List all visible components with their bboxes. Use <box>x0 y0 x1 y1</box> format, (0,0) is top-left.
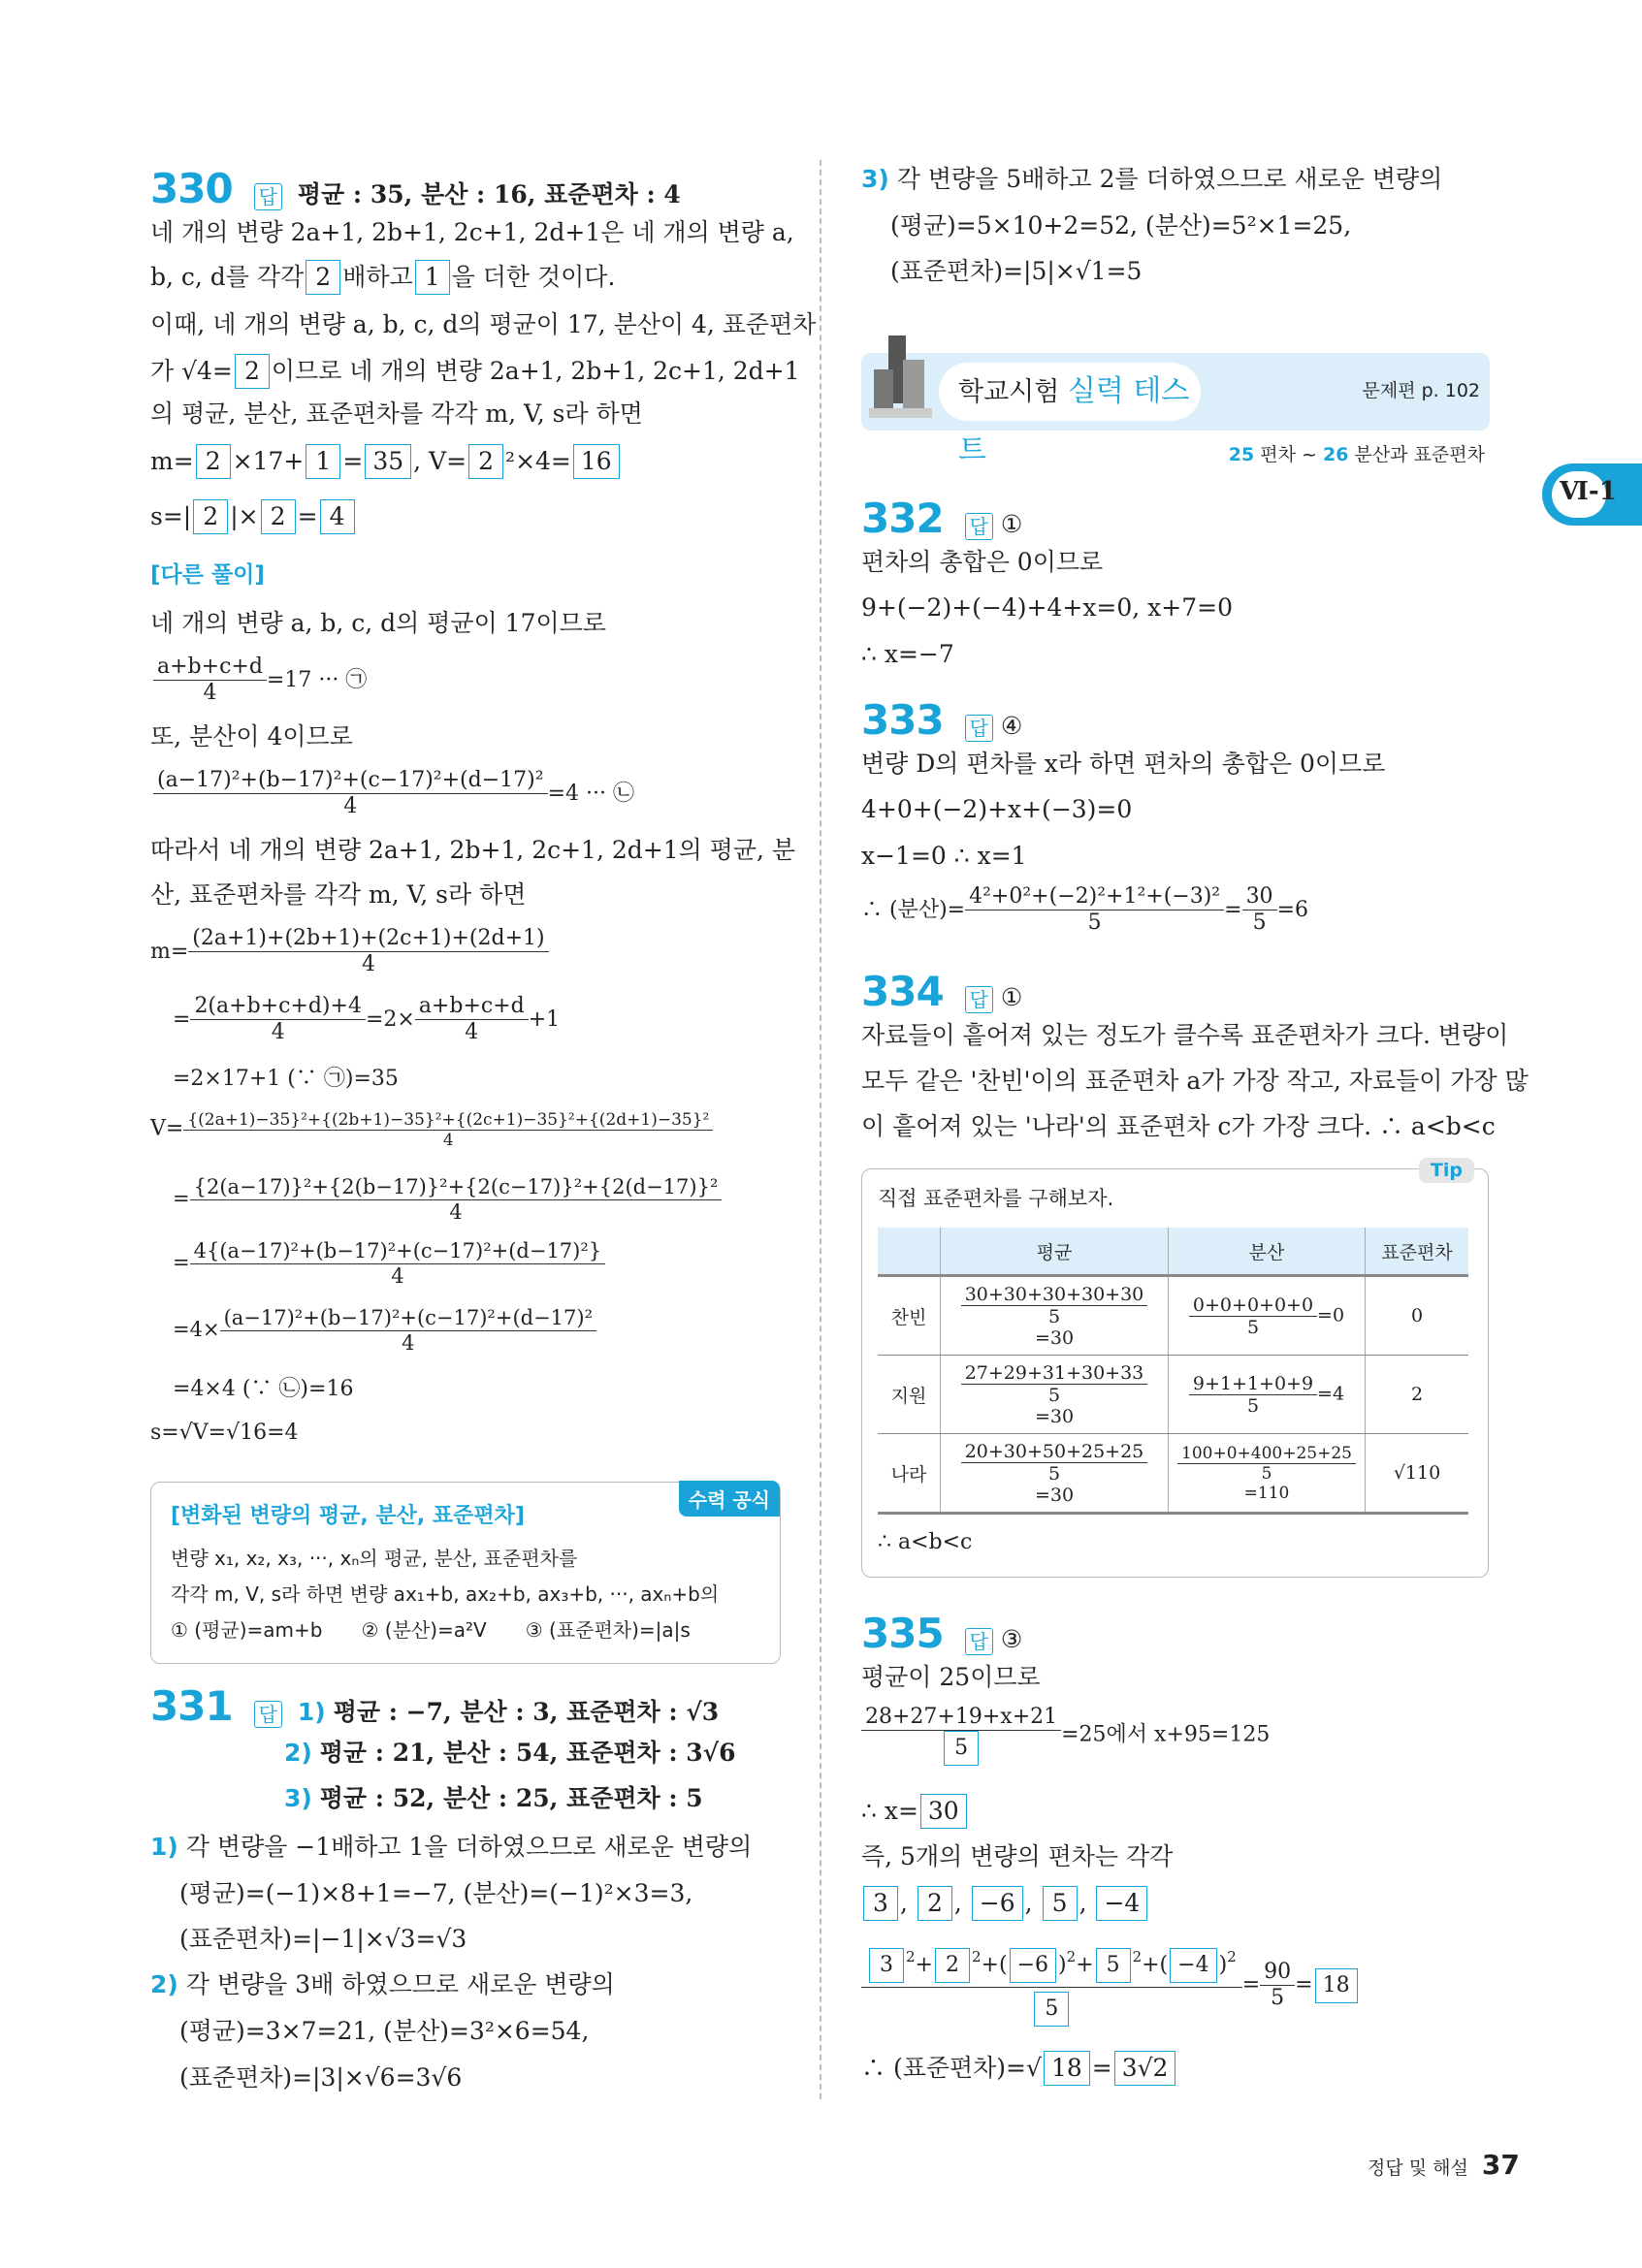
tip-title: 직접 표준편차를 구해보자. <box>878 1187 1114 1210</box>
answer-text: 3) 평균 : 52, 분산 : 25, 표준편차 : 5 <box>284 1784 703 1812</box>
equation-line: (표준편차)=|−1|×√3=√3 <box>179 1925 467 1953</box>
formula-box <box>150 1482 781 1664</box>
table-row: 지원 $\frac{27+29+31+30+33}{5}$ =30 $\frac{9+1+1+0+9}{5}$ =4 2 <box>878 1356 1468 1434</box>
alt-solution-title: [다른 풀이] <box>150 562 265 588</box>
text-line: 네 개의 변량 a, b, c, d의 평균이 17이므로 <box>150 609 606 637</box>
problem-number: 334 <box>861 968 944 1015</box>
table-header: 분산 <box>1169 1228 1366 1276</box>
answer-text: 평균 : 35, 분산 : 16, 표준편차 : 4 <box>297 180 681 208</box>
text-line: 1) 각 변량을 −1배하고 1을 더하였으므로 새로운 변량의 <box>150 1833 753 1861</box>
equation-line: V= $\frac{\text{\{(2a+1)−35\}²+\{(2b+1)−35\}²+\{(2c+1)−35\}²+\{(2d+1)−35\}²}}{4}$ <box>150 1110 713 1151</box>
answer-label: 답 <box>965 715 993 742</box>
banner-title: 학교시험 실력 테스트 <box>939 363 1201 421</box>
table-header: 표준편차 <box>1366 1228 1469 1276</box>
equation-line: $\frac{3 ^2+ 2 ^2+( -6 )^2+ 5 ^2+( -4 )^2}{5}$ = $\frac{90}{5}$ = 18 <box>861 1944 1360 2027</box>
answer-choice: ① <box>1000 510 1023 538</box>
formula-line: 각각 m, V, s라 하면 변량 ax₁+b, ax₂+b, ax₃+b, ···, axₙ+b의 <box>171 1582 720 1606</box>
std-table <box>878 1228 1468 1515</box>
problem-number: 332 <box>861 495 944 542</box>
equation-line: m= $\frac{(2a+1)+(2b+1)+(2c+1)+(2d+1)}{4}$ <box>150 926 549 978</box>
text-line: 모두 같은 '찬빈'이의 표준편차 a가 가장 작고, 자료들이 가장 많 <box>861 1067 1529 1095</box>
text-line: 따라서 네 개의 변량 2a+1, 2b+1, 2c+1, 2d+1의 평균, 분 <box>150 836 796 864</box>
equation-line: (평균)=3×7=21, (분산)=3²×6=54, <box>179 2017 590 2045</box>
answer-label: 답 <box>254 183 282 210</box>
page-reference: 문제편 p. 102 <box>1362 380 1480 401</box>
equation-line: $\frac{\text{(a−17)²+(b−17)²+(c−17)²+(d−17)²}}{4}$ =4 ··· ㉡ <box>153 768 634 820</box>
text-line: 변량 D의 편차를 x라 하면 편차의 총합은 0이므로 <box>861 750 1386 778</box>
tip-tag: Tip <box>1419 1158 1474 1183</box>
text-line: b, c, d를 각각 2 배하고 1 을 더한 것이다. <box>150 260 615 295</box>
tip-conclusion: ∴ a<b<c <box>878 1530 973 1554</box>
answer-label: 답 <box>965 986 993 1013</box>
chapter-label: Ⅵ-1 <box>1560 477 1617 506</box>
answer-choice: ① <box>1000 983 1023 1011</box>
equation-line: m= 2 ×17+ 1 = 35 , V= 2 ²×4= 16 <box>150 444 622 479</box>
equation-line: (평균)=(−1)×8+1=−7, (분산)=(−1)²×3=3, <box>179 1879 693 1907</box>
deviation-list: 3 , 2 , −6 , 5 , −4 <box>861 1886 1149 1921</box>
blank-box: 2 <box>306 260 340 295</box>
section-range: 25 편차 ~ 26 분산과 표준편차 <box>1228 444 1485 465</box>
answer-label: 답 <box>254 1701 282 1728</box>
text-line: 평균이 25이므로 <box>861 1663 1041 1691</box>
text-line: 3) 각 변량을 5배하고 2를 더하였으므로 새로운 변량의 <box>861 165 1443 193</box>
answer-label: 답 <box>965 513 993 540</box>
equation-line: s=| 2 |× 2 = 4 <box>150 499 357 534</box>
footer-text: 정답 및 해설 <box>1368 2157 1468 2179</box>
problem-number: 330 <box>150 165 233 212</box>
text-line: 자료들이 흩어져 있는 정도가 클수록 표준편차가 크다. 변량이 <box>861 1021 1509 1049</box>
equation-line: ∴ x= 30 <box>861 1794 969 1829</box>
equation-line: 9+(−2)+(−4)+4+x=0, x+7=0 <box>861 593 1233 622</box>
equation-line: = $\frac{\text{\{2(a−17)\}²+\{2(b−17)\}²+\{2(c−17)\}²+\{2(d−17)\}²}}{4}$ <box>173 1175 722 1225</box>
answer-label: 답 <box>965 1628 993 1655</box>
formula-line: ① (평균)=am+b ② (분산)=a²V ③ (표준편차)=|a|s <box>171 1618 691 1642</box>
equation-line: = $\frac{2(a+b+c+d)+4}{4}$ =2× $\frac{a+b+c+d}{4}$ +1 <box>173 994 561 1045</box>
formula-title: [변화된 변량의 평균, 분산, 표준편차] <box>171 1504 525 1528</box>
footer <box>1368 2149 1520 2182</box>
problem-number: 335 <box>861 1610 944 1657</box>
table-row: 찬빈 $\frac{30+30+30+30+30}{5}$ =30 $\frac{0+0+0+0+0}{5}$ =0 0 <box>878 1276 1468 1356</box>
equation-line: =2×17+1 (∵ ㉠)=35 <box>173 1067 399 1091</box>
equation-line: ∴ (분산)= $\frac{\text{4²+0²+(−2)²+1²+(−3)²}}{5}$ = $\frac{30}{5}$ =6 <box>861 884 1308 936</box>
page-number: 37 <box>1481 2149 1520 2181</box>
equation-line: $\frac{a+b+c+d}{4}$ =17 ··· ㉠ <box>153 655 367 707</box>
answer-choice: ④ <box>1000 712 1023 740</box>
building-icon <box>869 335 937 423</box>
table-row: 나라 $\frac{20+30+50+25+25}{5}$ =30 $\frac{100+0+400+25+25}{5}$ =110 √110 <box>878 1434 1468 1514</box>
text-line: 네 개의 변량 2a+1, 2b+1, 2c+1, 2d+1은 네 개의 변량 a, <box>150 218 794 246</box>
equation-line: (표준편차)=|3|×√6=3√6 <box>179 2063 463 2092</box>
text-line: 2) 각 변량을 3배 하였으므로 새로운 변량의 <box>150 1970 615 1998</box>
answer-choice: ③ <box>1000 1625 1023 1653</box>
equation-line: (표준편차)=|5|×√1=5 <box>890 257 1143 285</box>
equation-line: = $\frac{\text{4\{(a−17)²+(b−17)²+(c−17)²+(d−17)²\}}}{4}$ <box>173 1239 605 1289</box>
equation-line: 4+0+(−2)+x+(−3)=0 <box>861 795 1133 823</box>
equation-line: x−1=0 ∴ x=1 <box>861 842 1027 870</box>
equation-line: $\frac{28+27+19+x+21}{5}$ =25에서 x+95=125 <box>861 1705 1270 1766</box>
text-line: 편차의 총합은 0이므로 <box>861 548 1104 576</box>
text-line: 즉, 5개의 변량의 편차는 각각 <box>861 1842 1174 1870</box>
formula-line: 변량 x₁, x₂, x₃, ···, xₙ의 평균, 분산, 표준편차를 <box>171 1547 578 1570</box>
equation-line: ∴ (표준편차)=√ 18 = 3√2 <box>861 2051 1177 2086</box>
text-line: 이때, 네 개의 변량 a, b, c, d의 평균이 17, 분산이 4, 표준편차 <box>150 310 817 338</box>
tip-box <box>861 1160 1489 1578</box>
problem-number: 331 <box>150 1682 233 1730</box>
equation-line: s=√V=√16=4 <box>150 1421 299 1445</box>
text-line: 의 평균, 분산, 표준편차를 각각 m, V, s라 하면 <box>150 399 643 428</box>
text-line: 이 흩어져 있는 '나라'의 표준편차 c가 가장 크다. ∴ a<b<c <box>861 1112 1496 1140</box>
text-line: 가 √4= 2 이므로 네 개의 변량 2a+1, 2b+1, 2c+1, 2d+1 <box>150 354 800 389</box>
equation-line: =4×4 (∵ ㉡)=16 <box>173 1377 354 1401</box>
column-divider <box>820 160 821 2099</box>
problem-number: 333 <box>861 696 944 744</box>
table-header <box>878 1228 941 1276</box>
text-line: 산, 표준편차를 각각 m, V, s라 하면 <box>150 880 527 909</box>
equation-line: ∴ x=−7 <box>861 640 954 668</box>
equation-line: (평균)=5×10+2=52, (분산)=5²×1=25, <box>890 211 1352 240</box>
table-header: 평균 <box>941 1228 1169 1276</box>
formula-tag: 수력 공식 <box>679 1481 780 1517</box>
answer-text: 평균 : −7, 분산 : 3, 표준편차 : √3 <box>333 1698 720 1726</box>
chapter-tab <box>1542 463 1642 526</box>
text-line: 또, 분산이 4이므로 <box>150 722 353 751</box>
blank-box: 1 <box>415 260 450 295</box>
equation-line: =4× $\frac{\text{(a−17)²+(b−17)²+(c−17)²+(d−17)²}}{4}$ <box>173 1306 596 1356</box>
answer-text: 2) 평균 : 21, 분산 : 54, 표준편차 : 3√6 <box>284 1739 736 1767</box>
blank-box: 2 <box>235 354 270 389</box>
